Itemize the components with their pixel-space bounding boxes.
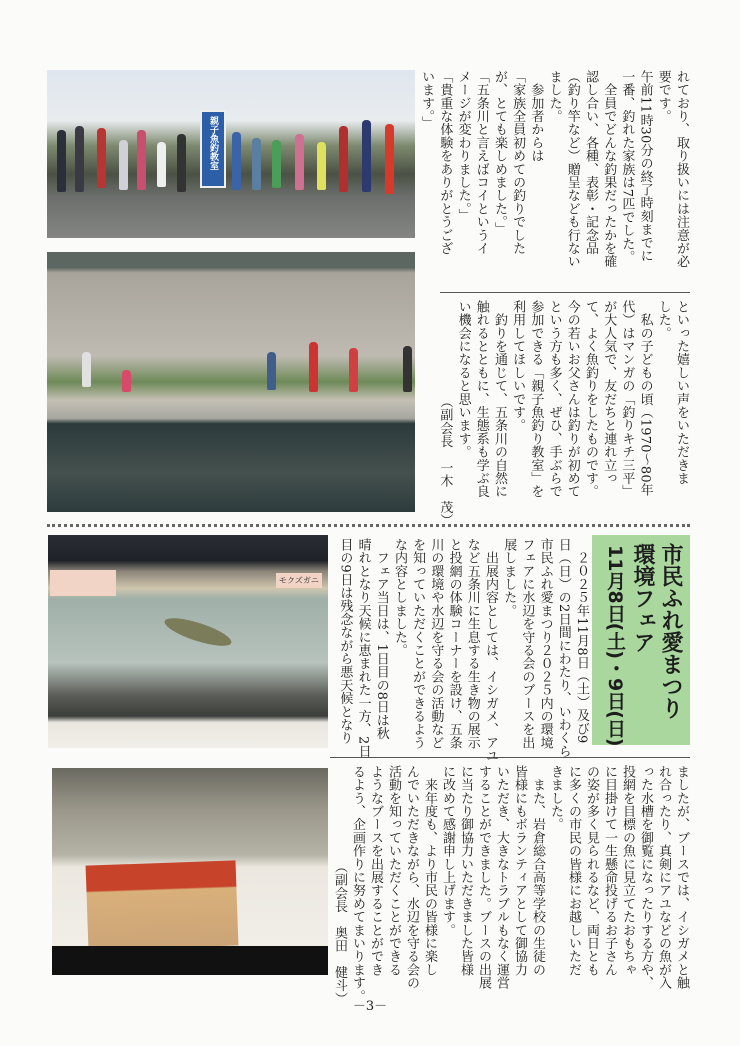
text-line: に目掛けて一生懸命投げるお子さん [602,765,617,977]
text-line: また、岩倉総合高等学校の生徒の [530,765,545,977]
text-line: きました。 [548,765,563,831]
text-line: が、とても楽しめました。」 [491,70,507,236]
text-line: 利用してほしいです。 [510,300,526,432]
text-line: した。 [655,300,671,340]
signature: （副会長 奥田 健斗） [332,860,347,1006]
text-line: という方も多く、ぜひ、手ぶらで [546,300,562,498]
text-line: 「貴重な体験をありがとうござ [437,70,453,255]
text-line: に多くの市民の皆様にお越しいただ [566,765,581,977]
text-line: 一番、釣れた家族は7匹でした。 [619,70,635,264]
photo-sign [200,110,226,188]
text-line: 要です。 [655,70,671,123]
text-line: フェア当日は、1日目の8日は秋 [373,538,389,740]
text-line: （釣り竿など）贈呈なども行ない [564,70,580,268]
article2-text-bottom [330,765,690,1006]
text-line: い機会になると思います。 [455,300,471,459]
text-line: の姿が多く見られるなど、両日とも [584,765,599,977]
text-line: 私の子どもの頃（1970～80年 [637,300,653,497]
text-line: を知っていただくことができるよう [410,538,426,750]
photo-aquarium-tank [48,535,328,748]
text-line: 釣りを通じて、五条川の自然に [491,300,507,498]
text-line: 今の若いお父さんは釣りが初めて [564,300,580,498]
article1-text-bottom [435,300,690,527]
text-line: が大人気で、友だちと連れ立っ [601,300,617,485]
text-line: 川の環境や水辺を守る会の活動など [428,538,444,750]
text-line: 参加者からは [528,70,544,163]
text-line: ２０２５年11月8日（土）及び9 [574,538,589,744]
tank-label: モクズガニ [276,573,322,588]
text-line: 代）はマンガの「釣りキチ三平」 [619,300,635,498]
text-line: 投網を目標の魚に見立てたおもちゃ [620,765,635,977]
text-line: メージが変わりました。」 [455,70,471,222]
text-line: るよう、企画作りに努めてまいります。 [350,765,365,1003]
text-line: 全員でどんな釣果だったかを確 [601,70,617,268]
text-line: に当たり御協力いただきました皆様 [458,765,473,977]
text-line: 来年度も、より市民の皆様に楽し [422,765,437,977]
heading-date: 11月8日(土)・9日(日) [604,545,626,747]
table-edge [52,946,328,975]
article2-heading [592,535,690,745]
species-poster [86,860,239,950]
text-line: 活動を知っていただくことができる [386,765,401,977]
text-line: ようなブースを出展することができ [368,765,383,977]
photo-group-participants [47,70,415,238]
text-line: など五条川に生息する生き物の展示 [464,538,480,750]
text-line: 午前11時30分の終了時刻までに [637,70,653,263]
tank-label-handwritten [50,570,116,596]
text-line: 皆様にもボランティアとして御協力 [512,765,527,977]
article1-text-top [417,70,690,294]
heading-subtitle: 環境フェア [630,543,655,653]
text-line: 晴れとなり天候に恵まれた一方、2日 [355,538,371,758]
heading-title: 市民ふれ愛まつり [658,543,683,719]
text-line: ました。 [546,70,562,123]
page-number: －3－ [352,999,388,1014]
text-line: います。」 [419,70,435,130]
text-line: て、よく魚釣りをしたものです。 [582,300,598,498]
text-line: な内容としました。 [391,538,407,657]
divider-line [330,757,690,758]
text-line: 市民ふれ愛まつり２０２５内の環境 [537,538,553,750]
article2-text-top [335,538,590,763]
text-line: に改めて感謝申し上げます。 [440,765,455,937]
photo-fish-tanks-display [52,768,328,975]
text-line: んでいただきながら、水辺を守る会の [404,765,419,990]
text-line: 「五条川と言えばコイというイ [473,70,489,255]
photo-riverside-fishing [47,252,415,512]
text-line: ましたが、ブースでは、イシガメと触 [674,765,689,990]
text-line: といった嬉しい声をいただきま [674,300,689,485]
text-line: れ合ったり、真剣にアユなどの魚が入 [656,765,671,990]
text-line: 展しました。 [501,538,517,618]
text-line: 出展内容としては、イシガメ、アユ [482,538,498,763]
text-line: 目の9日は残念ながら悪天候となり [337,538,353,745]
text-line: いただき、大きなトラブルもなく運営 [494,765,509,990]
signature: （副会長 一木 茂） [437,395,453,527]
text-line: った水槽を御覧になったりする方や、 [638,765,653,990]
fish [162,613,234,652]
text-line: することができました。ブースの出展 [476,765,491,990]
text-line: と投網の体験コーナーを設け、五条 [446,538,462,750]
text-line: 触れるとともに、生態系も学ぶ良 [473,300,489,498]
text-line: 日（日）の2日間にわたり、いわくら [555,538,571,758]
section-divider [47,524,690,527]
text-line: 「家族全員初めての釣りでした [510,70,526,255]
text-line: フェアに水辺を守る会のブースを出 [519,538,535,750]
text-line: 認し合い、各種、表彰・記念品 [582,70,598,255]
text-line: 参加できる「親子魚釣り教室」を [528,300,544,498]
photo-sign-text: 親子魚釣教室 [208,116,218,170]
text-line: れており、取り扱いには注意が必 [674,70,689,268]
